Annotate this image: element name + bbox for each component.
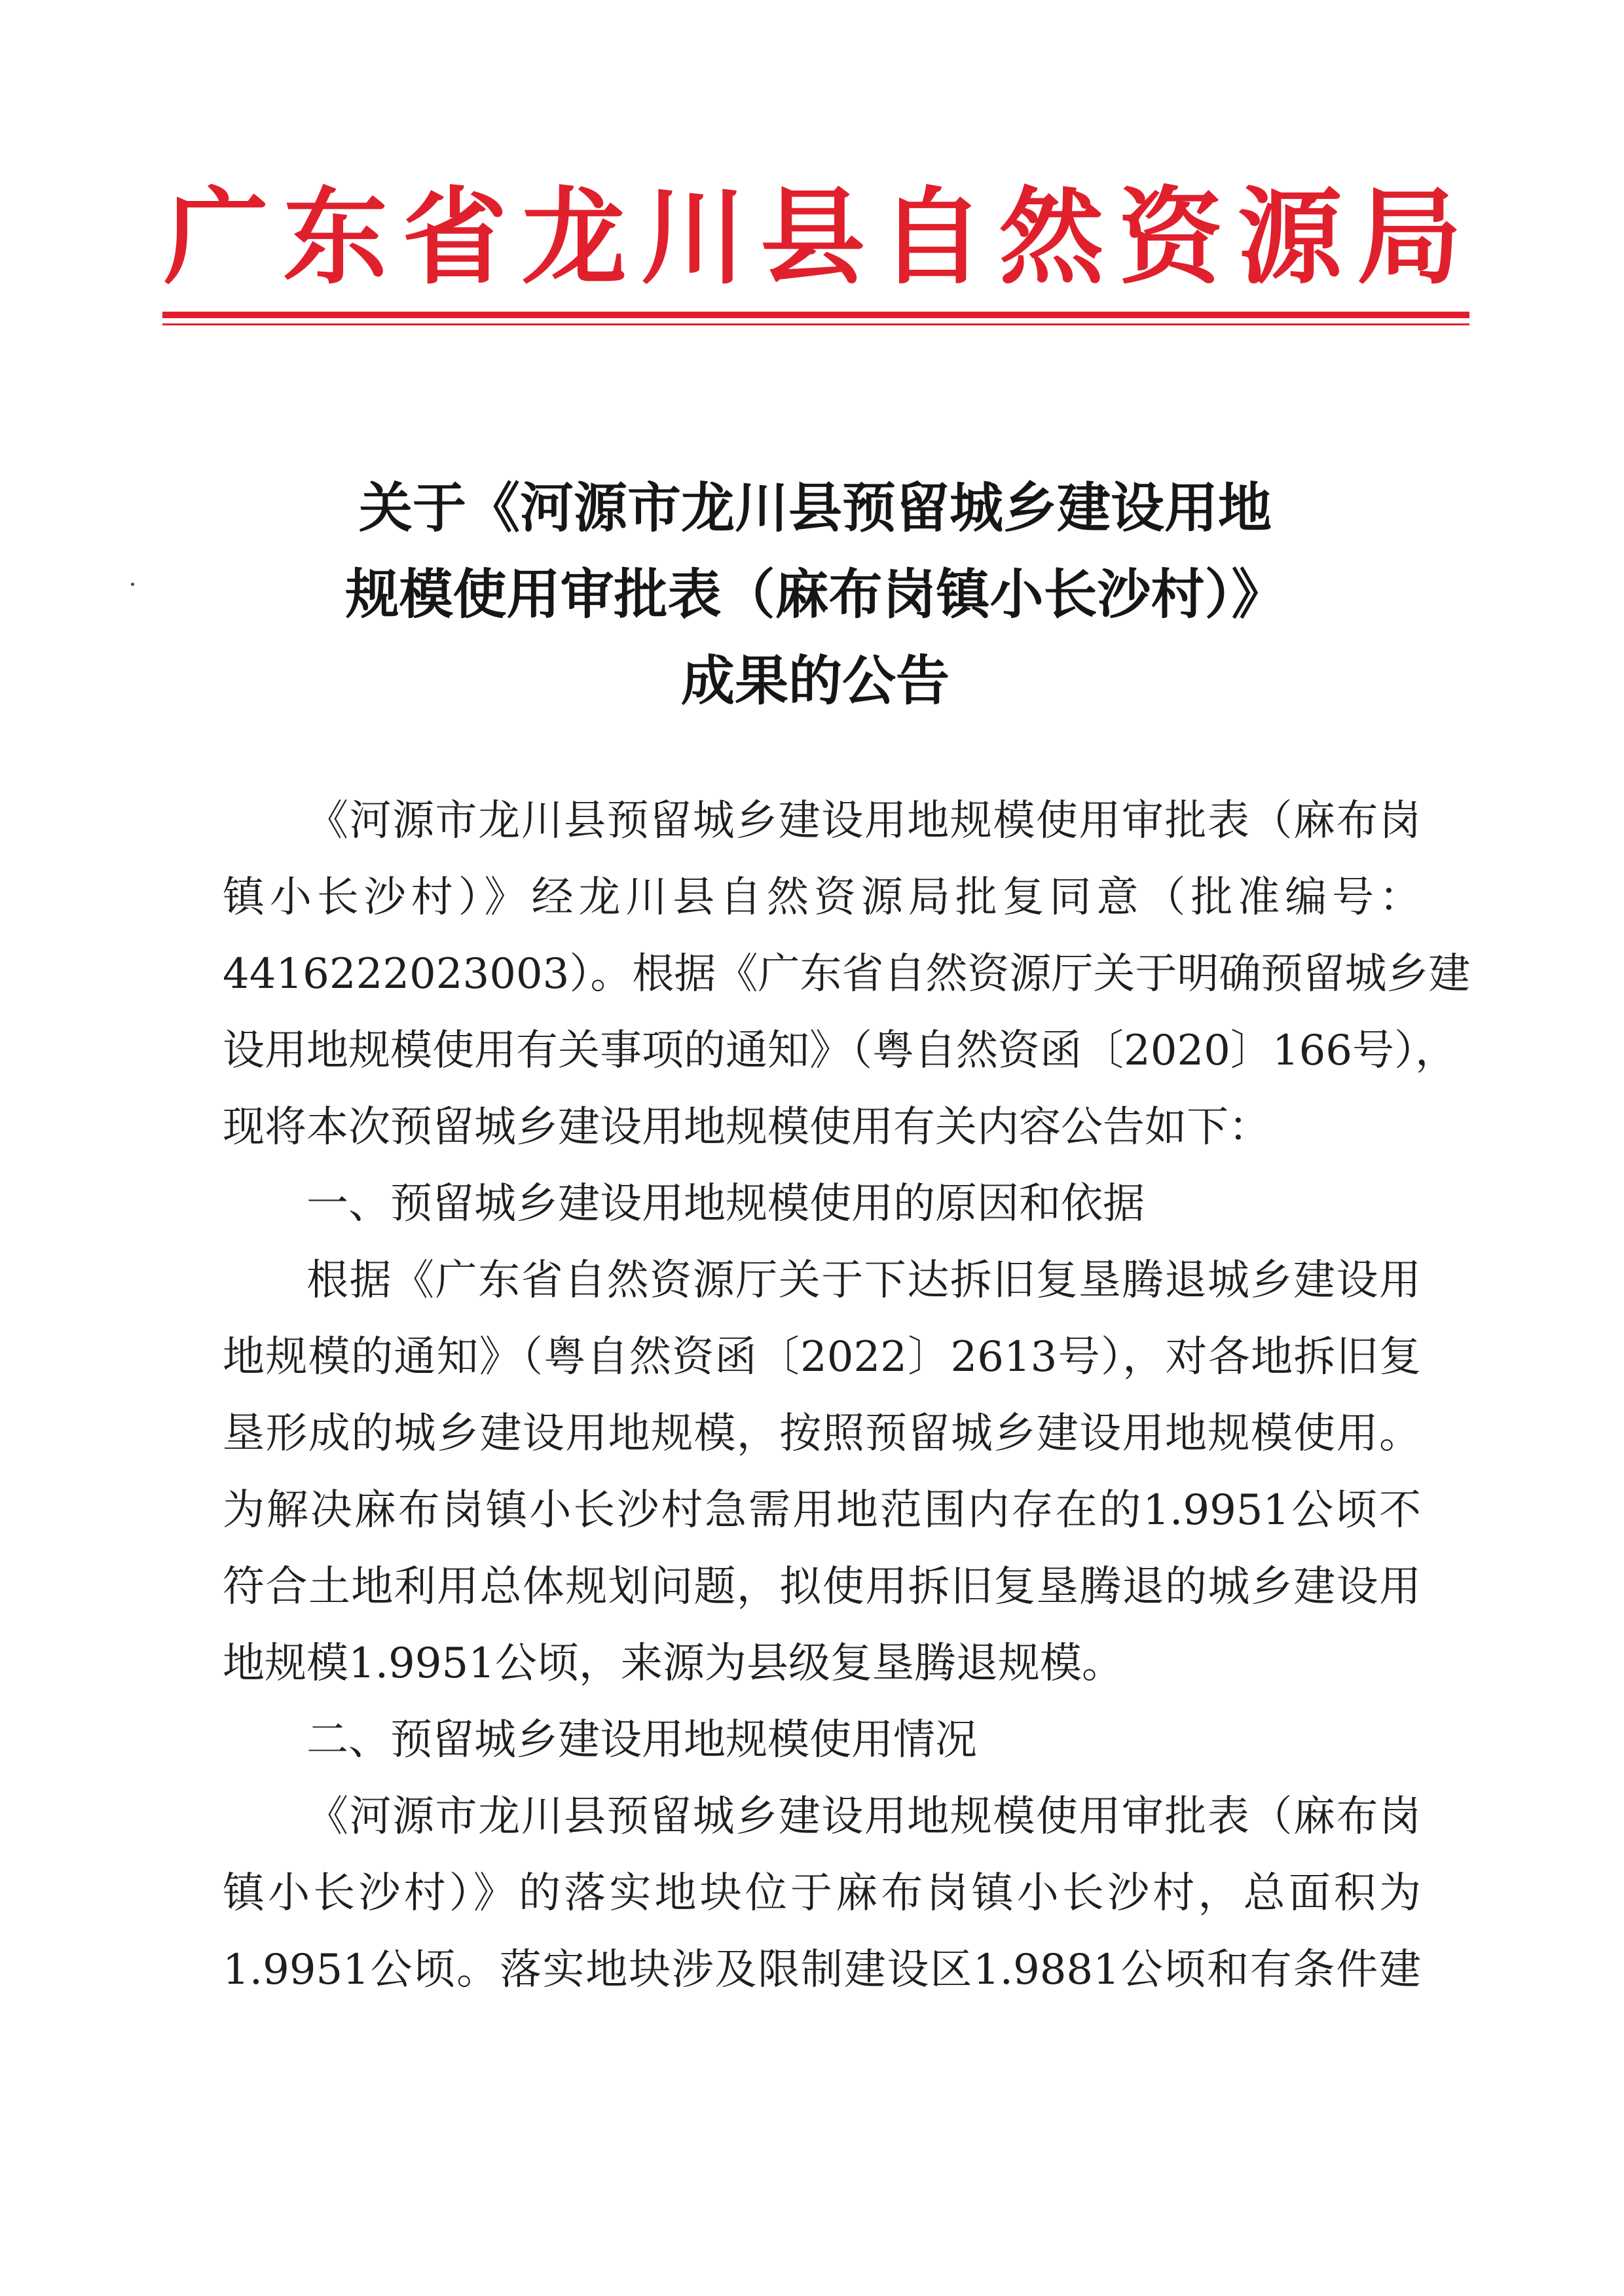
body-line: 镇小长沙村）》经龙川县自然资源局批复同意（批准编号： [223,873,1421,922]
section-heading-2: 二、预留城乡建设用地规模使用情况 [306,1716,977,1764]
title-line-2: 规模使用审批表（麻布岗镇小长沙村）》 [345,563,1285,626]
body-line: 设用地规模使用有关事项的通知》（粤自然资函〔2020〕166号）， [223,1027,1458,1075]
body-line: 现将本次预留城乡建设用地规模使用有关内容公告如下： [223,1103,1270,1152]
body-line: 地规模1.9951公顷，来源为县级复垦腾退规模。 [223,1639,1124,1688]
announcement-body [223,783,1471,2009]
title-line-1: 关于《河源市龙川县预留城乡建设用地 [358,477,1272,539]
body-line: 地规模的通知》（粤自然资函〔2022〕2613号），对各地拆旧复 [223,1333,1421,1381]
body-line: 符合土地利用总体规划问题，拟使用拆旧复垦腾退的城乡建设用 [223,1563,1421,1611]
scan-dot-mark [131,583,134,586]
section-heading-1: 一、预留城乡建设用地规模使用的原因和依据 [306,1180,1145,1228]
body-line: 4416222023003）。根据《广东省自然资源厅关于明确预留城乡建 [223,950,1471,998]
body-line: 垦形成的城乡建设用地规模，按照预留城乡建设用地规模使用。 [223,1410,1421,1458]
letterhead-red-rule-thick [162,312,1469,318]
announcement-title [164,465,1467,724]
body-line: 镇小长沙村）》的落实地块位于麻布岗镇小长沙村，总面积为 [223,1869,1421,1918]
letterhead-org-name: 广东省龙川县自然资源局 [164,175,1467,299]
letterhead-red-rule-thin [162,323,1469,325]
body-line: 为解决麻布岗镇小长沙村急需用地范围内存在的1.9951公顷不 [223,1486,1421,1535]
title-line-3: 成果的公告 [680,649,950,712]
body-line: 《河源市龙川县预留城乡建设用地规模使用审批表（麻布岗 [306,797,1421,845]
body-line: 《河源市龙川县预留城乡建设用地规模使用审批表（麻布岗 [306,1793,1421,1841]
body-line: 1.9951公顷。落实地块涉及限制建设区1.9881公顷和有条件建 [223,1946,1421,1994]
body-line: 根据《广东省自然资源厅关于下达拆旧复垦腾退城乡建设用 [306,1256,1421,1305]
